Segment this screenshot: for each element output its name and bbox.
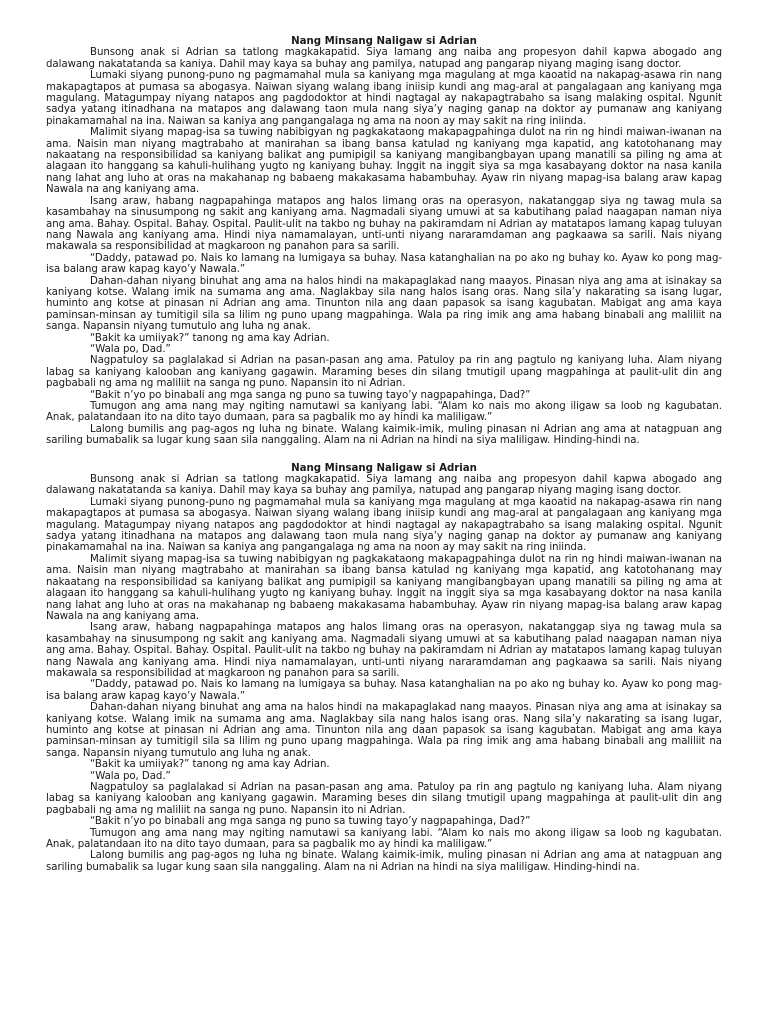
paragraph: “Bakit ka umiiyak?” tanong ng ama kay Adrian. (90, 332, 330, 344)
document-page (46, 36, 722, 873)
story-2 (46, 463, 722, 874)
paragraph: “Wala po, Dad.” (90, 770, 171, 782)
paragraph: Malimit siyang mapag-isa sa tuwing nabibigyan ng pagkakataong makapagpahinga dulot na rin ng hindi maiwan-iwanan na ama. Naisin man niyang magtrabaho at manirahan sa ibang bansa katulad ng kaniyang mga kapatid, ang katotohanang may nakaatang na responsibilidad sa kaniyang balikat ang pumipigil sa kaniyang mangibangbayan upang manatili sa piling ng ama at alagaan ito hanggang sa kahuli-hulihang yugto ng kaniyang buhay. Inggit na inggit siya sa mga kasabayang doktor na nasa kanila nang lahat ang luho at oras na makahanap ng babaeng makakasama habambuhay. Ayaw rin niyang mapag-isa balang araw kapag Nawala na ang kaniyang ama. (46, 553, 722, 622)
paragraph: Isang araw, habang nagpapahinga matapos ang halos limang oras na operasyon, nakatanggap siya ng tawag mula sa kasambahay na sinusumpong ng sakit ang kaniyang ama. Nagmadali siyang umuwi at sa kabutihang palad naagapan naman niya ang ama. Bahay. Ospital. Bahay. Ospital. Paulit-ulit na takbo ng buhay na pakiramdam ni Adrian ay matatapos lamang kapag tuluyan nang Nawala ang kaniyang ama. Hindi niya namamalayan, unti-unti niyang nararamdaman ang pagkaawa sa sarili. Nais niyang makawala sa responsibilidad at magkaroon ng panahon para sa sarili. (46, 622, 722, 679)
paragraph: Bunsong anak si Adrian sa tatlong magkakapatid. Siya lamang ang naiba ang propesyon dahil kapwa abogado ang dalawang nakatatanda sa kaniya. Dahil may kaya sa buhay ang pamilya, natupad ang pangarap niyang maging isang doctor. (46, 474, 722, 497)
paragraph: Lumaki siyang punong-puno ng pagmamahal mula sa kaniyang mga magulang at mga kaoatid na nakapag-asawa rin nang makapagtapos at pumasa sa abogasya. Naiwan siyang walang ibang iniisip kundi ang mag-aral at pangalagaan ang kaniyang mga magulang. Matagumpay niyang natapos ang pagdodoktor at hindi nagtagal ay nakapagtrabaho sa isang malaking ospital. Ngunit sadya yatang itinadhana na matapos ang dalawang taon mula nang siya’y naging ganap na doktor ay pumanaw ang kaniyang pinakamamahal na ina. Naiwan sa kaniya ang pangangalaga ng ama na noon ay may sakit na ring iniinda. (46, 496, 722, 554)
paragraph: Nagpatuloy sa paglalakad si Adrian na pasan-pasan ang ama. Patuloy pa rin ang pagtulo ng kaniyang luha. Alam niyang labag sa kaniyang kalooban ang kaniyang gagawin. Maraming beses din silang tmutigil upang magpahinga at paulit-ulit din ang pagbabali ng ama ng maliliit na sanga ng puno. Napansin ito ni Adrian. (46, 355, 722, 390)
paragraph: “Daddy, patawad po. Nais ko lamang na lumigaya sa buhay. Nasa katanghalian na po ako ng buhay ko. Ayaw ko pong mag-isa balang araw kapag kayo’y Nawala.” (46, 252, 722, 276)
paragraph: Bunsong anak si Adrian sa tatlong magkakapatid. Siya lamang ang naiba ang propesyon dahil kapwa abogado ang dalawang nakatatanda sa kaniya. Dahil may kaya sa buhay ang pamilya, natupad ang pangarap niyang maging isang doctor. (46, 47, 722, 70)
paragraph: “Wala po, Dad.” (90, 343, 171, 355)
paragraph: Nagpatuloy sa paglalakad si Adrian na pasan-pasan ang ama. Patuloy pa rin ang pagtulo ng kaniyang luha. Alam niyang labag sa kaniyang kalooban ang kaniyang gagawin. Maraming beses din silang tmutigil upang magpahinga at paulit-ulit din ang pagbabali ng ama ng maliliit na sanga ng puno. Napansin ito ni Adrian. (46, 782, 722, 816)
paragraph: Isang araw, habang nagpapahinga matapos ang halos limang oras na operasyon, nakatanggap siya ng tawag mula sa kasambahay na sinusumpong ng sakit ang kaniyang ama. Nagmadali siyang umuwi at sa kabutihang palad naagapan naman niya ang ama. Bahay. Ospital. Bahay. Ospital. Paulit-ulit na takbo ng buhay na pakiramdam ni Adrian ay matatapos lamang kapag tuluyan nang Nawala ang kaniyang ama. Hindi niya namamalayan, unti-unti niyang nararamdaman ang pagkaawa sa sarili. Nais niyang makawala sa responsibilidad at magkaroon ng panahon para sa sarili. (46, 195, 722, 253)
paragraph: Dahan-dahan niyang binuhat ang ama na halos hindi na makapaglakad nang maayos. Pinasan niya ang ama at isinakay sa kaniyang kotse. Walang imik na sumama ang ama. Naglakbay sila nang halos isang oras. Nang sila’y nakarating sa isang lugar, huminto ang kotse at pinasan ni Adrian ang ama. Tinunton nila ang daan papasok sa isang kagubatan. Mabigat ang ama kaya paminsan-minsan ay tumitigil sila sa lilim ng puno upang magpahinga. Wala pa ring imik ang ama habang binabali ang maliliit na sanga. Napansin niyang tumutulo ang luha ng anak. (46, 702, 722, 759)
paragraph: Lalong bumilis ang pag-agos ng luha ng binate. Walang kaimik-imik, muling pinasan ni Adrian ang ama at natagpuan ang sariling bumabalik sa lugar kung saan sila nanggaling. Alam na ni Adrian na hindi na siya maliligaw. Hinding-hindi na. (46, 423, 722, 447)
paragraph: “Bakit n’yo po binabali ang mga sanga ng puno sa tuwing tayo’y nagpapahinga, Dad?” (90, 816, 531, 828)
story-1 (46, 36, 722, 447)
paragraph: Lalong bumilis ang pag-agos ng luha ng binate. Walang kaimik-imik, muling pinasan ni Adrian ang ama at natagpuan ang sariling bumabalik sa lugar kung saan sila nanggaling. Alam na ni Adrian na hindi na siya maliligaw. Hinding-hindi na. (46, 850, 722, 873)
paragraph: Lumaki siyang punong-puno ng pagmamahal mula sa kaniyang mga magulang at mga kaoatid na nakapag-asawa rin nang makapagtapos at pumasa sa abogasya. Naiwan siyang walang ibang iniisip kundi ang mag-aral at pangalagaan ang kaniyang mga magulang. Matagumpay niyang natapos ang pagdodoktor at hindi nagtagal ay nakapagtrabaho sa isang malaking ospital. Ngunit sadya yatang itinadhana na matapos ang dalawang taon mula nang siya’y naging ganap na doktor ay pumanaw ang kaniyang pinakamamahal na ina. Naiwan sa kaniya ang pangangalaga ng ama na noon ay may sakit na ring iniinda. (46, 70, 722, 127)
paragraph: Dahan-dahan niyang binuhat ang ama na halos hindi na makapaglakad nang maayos. Pinasan niya ang ama at isinakay sa kaniyang kotse. Walang imik na sumama ang ama. Naglakbay sila nang halos isang oras. Nang sila’y nakarating sa isang lugar, huminto ang kotse at pinasan ni Adrian ang ama. Tinunton nila ang daan papasok sa isang kagubatan. Mabigat ang ama kaya paminsan-minsan ay tumitigil sila sa lilim ng puno upang magpahinga. Wala pa ring imik ang ama habang binabali ang maliliit na sanga. Napansin niyang tumutulo ang luha ng anak. (46, 275, 722, 333)
paragraph: “Bakit ka umiiyak?” tanong ng ama kay Adrian. (90, 759, 330, 771)
paragraph: “Bakit n’yo po binabali ang mga sanga ng puno sa tuwing tayo’y nagpapahinga, Dad?” (90, 389, 531, 401)
paragraph: Tumugon ang ama nang may ngiting namutawi sa kaniyang labi. “Alam ko nais mo akong iligaw sa loob ng kagubatan. Anak, palatandaan ito na dito tayo dumaan, para sa pagbalik mo ay hindi ka maliligaw.” (46, 827, 722, 851)
story-title: Nang Minsang Naligaw si Adrian (291, 462, 477, 474)
paragraph: Malimit siyang mapag-isa sa tuwing nabibigyan ng pagkakataong makapagpahinga dulot na rin ng hindi maiwan-iwanan na ama. Naisin man niyang magtrabaho at manirahan sa ibang bansa katulad ng kaniyang mga kapatid, ang katotohanang may nakaatang na responsibilidad sa kaniyang balikat ang pumipigil sa kaniyang mangibangbayan upang manatili sa piling ng ama at alagaan ito hanggang sa kahuli-hulihang yugto ng kaniyang buhay. Inggit na inggit siya sa mga kasabayang doktor na nasa kanila nang lahat ang luho at oras na makahanap ng babaeng makakasama habambuhay. Ayaw rin niyang mapag-isa balang araw kapag Nawala na ang kaniyang ama. (46, 127, 722, 196)
paragraph: “Daddy, patawad po. Nais ko lamang na lumigaya sa buhay. Nasa katanghalian na po ako ng buhay ko. Ayaw ko pong mag-isa balang araw kapag kayo’y Nawala.” (46, 679, 722, 702)
story-title: Nang Minsang Naligaw si Adrian (291, 36, 477, 47)
paragraph: Tumugon ang ama nang may ngiting namutawi sa kaniyang labi. “Alam ko nais mo akong iligaw sa loob ng kagubatan. Anak, palatandaan ito na dito tayo dumaan, para sa pagbalik mo ay hindi ka maliligaw.” (46, 401, 722, 424)
